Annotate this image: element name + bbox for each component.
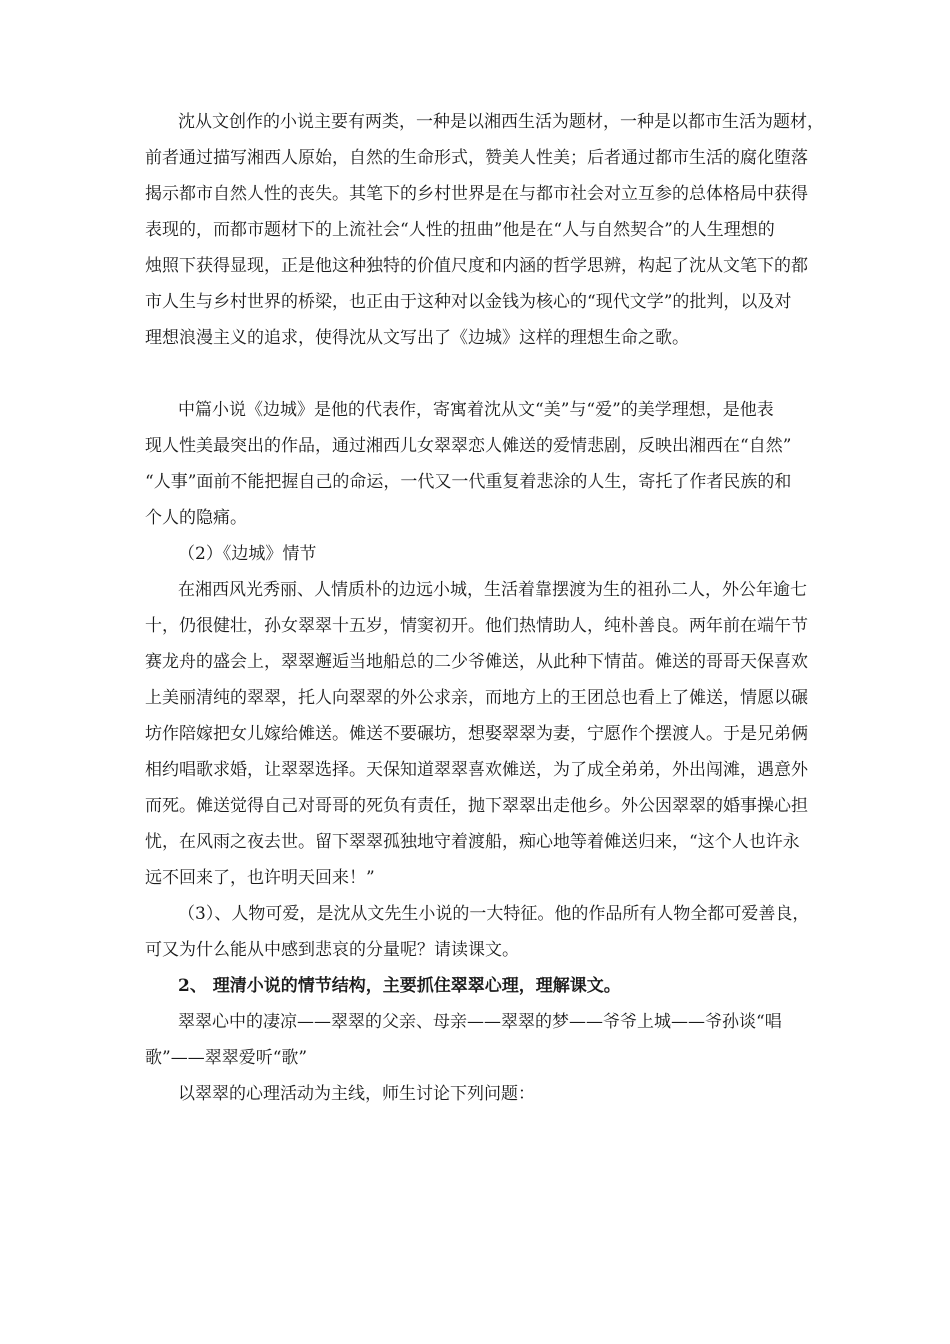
paragraph-6-line-1: 以翠翠的心理活动为主线，师生讨论下列问题： — [178, 1084, 535, 1104]
paragraph-3-line-5: 坊作陪嫁把女儿嫁给傩送。傩送不要碾坊，想娶翠翠为妻，宁愿作个摆渡人。于是兄弟俩 — [145, 724, 808, 744]
paragraph-2-line-4: 个人的隐痛。 — [145, 508, 247, 528]
paragraph-5-line-1: 翠翠心中的凄凉——翠翠的父亲、母亲——翠翠的梦——爷爷上城——爷孙谈“唱 — [178, 1012, 782, 1032]
paragraph-1-line-3: 揭示都市自然人性的丧失。其笔下的乡村世界是在与都市社会对立互参的总体格局中获得 — [145, 184, 808, 204]
paragraph-1-line-4: 表现的，而都市题材下的上流社会“人性的扭曲”他是在“人与自然契合”的人生理想的 — [145, 220, 775, 240]
paragraph-3-line-8: 忧，在风雨之夜去世。留下翠翠孤独地守着渡船，痴心地等着傩送归来，“这个人也许永 — [145, 832, 800, 852]
paragraph-2-line-3: “人事”面前不能把握自己的命运，一代又一代重复着悲涂的人生，寄托了作者民族的和 — [145, 472, 792, 492]
paragraph-1-line-5: 烛照下获得显现，正是他这种独特的价值尺度和内涵的哲学思辨，构起了沈从文笔下的都 — [145, 256, 808, 276]
paragraph-2-line-1: 中篇小说《边城》是他的代表作，寄寓着沈从文“美”与“爱”的美学理想，是他表 — [178, 400, 774, 420]
section-heading-structure: 2、 理清小说的情节结构，主要抓住翠翠心理，理解课文。 — [178, 976, 621, 996]
paragraph-4-line-1: （3）、人物可爱，是沈从文先生小说的一大特征。他的作品所有人物全都可爱善良， — [178, 904, 810, 924]
paragraph-3-line-9: 远不回来了，也许明天回来！” — [145, 868, 375, 888]
paragraph-3-line-4: 上美丽清纯的翠翠，托人向翠翠的外公求亲，而地方上的王团总也看上了傩送，情愿以碾 — [145, 688, 808, 708]
paragraph-3-line-6: 相约唱歌求婚，让翠翠选择。天保知道翠翠喜欢傩送，为了成全弟弟，外出闯滩，遇意外 — [145, 760, 808, 780]
paragraph-3-line-7: 而死。傩送觉得自己对哥哥的死负有责任，抛下翠翠出走他乡。外公因翠翠的婚事操心担 — [145, 796, 808, 816]
paragraph-3-line-3: 赛龙舟的盛会上，翠翠邂逅当地船总的二少爷傩送，从此种下情苗。傩送的哥哥天保喜欢 — [145, 652, 808, 672]
paragraph-3-line-2: 十，仍很健壮，孙女翠翠十五岁，情窦初开。他们热情助人，纯朴善良。两年前在端午节 — [145, 616, 808, 636]
paragraph-1-line-6: 市人生与乡村世界的桥梁，也正由于这种对以金钱为核心的“现代文学”的批判，以及对 — [145, 292, 792, 312]
section-heading-plot: （2）《边城》情节 — [178, 544, 317, 564]
paragraph-1-line-2: 前者通过描写湘西人原始，自然的生命形式，赞美人性美；后者通过都市生活的腐化堕落 — [145, 148, 808, 168]
paragraph-3-line-1: 在湘西风光秀丽、人情质朴的边远小城，生活着靠摆渡为生的祖孙二人，外公年逾七 — [178, 580, 807, 600]
paragraph-1-line-1: 沈从文创作的小说主要有两类，一种是以湘西生活为题材，一种是以都市生活为题材， — [178, 112, 824, 132]
paragraph-4-line-2: 可又为什么能从中感到悲哀的分量呢？请读课文。 — [145, 940, 519, 960]
paragraph-5-line-2: 歌”——翠翠爱听“歌” — [145, 1048, 308, 1068]
paragraph-2-line-2: 现人性美最突出的作品，通过湘西儿女翠翠恋人傩送的爱情悲剧，反映出湘西在“自然” — [145, 436, 792, 456]
paragraph-1-line-7: 理想浪漫主义的追求，使得沈从文写出了《边城》这样的理想生命之歌。 — [145, 328, 689, 348]
